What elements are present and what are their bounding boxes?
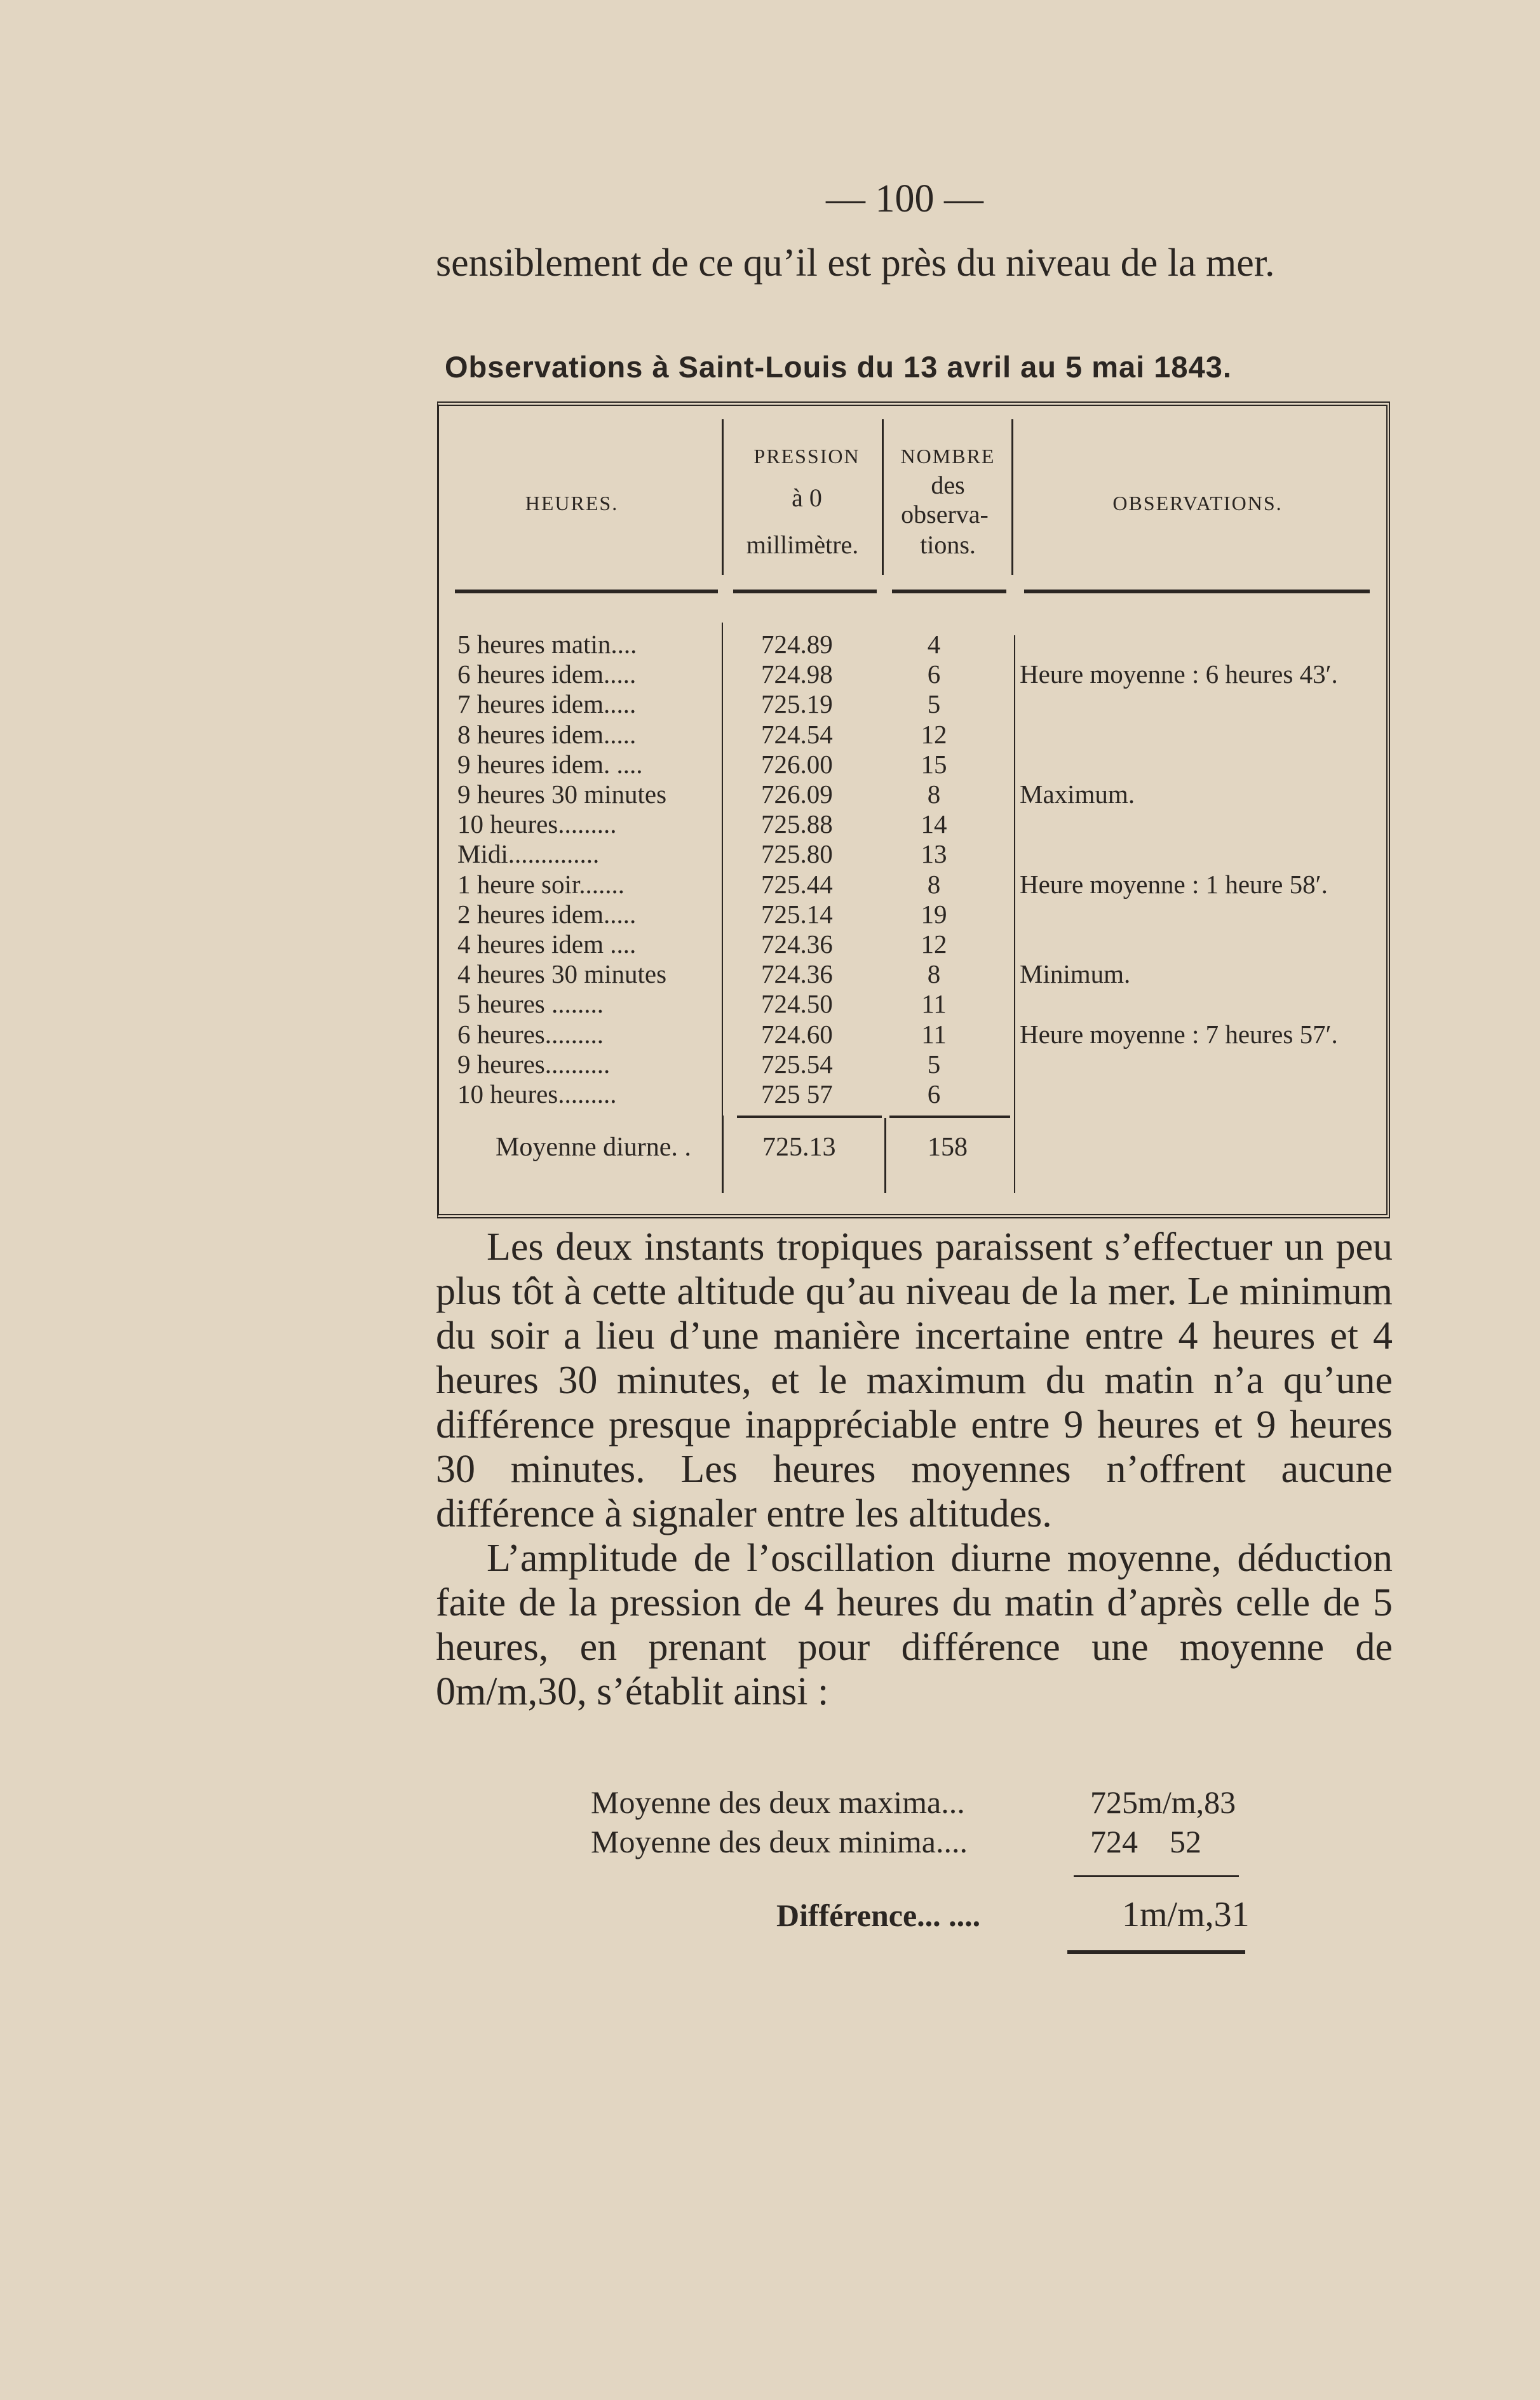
cell-pression: 724.98 [761,659,833,689]
cell-pression: 725.19 [761,689,833,719]
header-pression-1: PRESSION [753,445,860,468]
max-value: 725m/m,83 [1090,1784,1236,1820]
paragraph: L’amplitude de l’oscillation diurne moyenne, déduction faite de la pression de 4 heures du matin d’après celle de 5 heures, en prenant pour différence une moyenne de 0m/m,30, s’établit ainsi : [436,1537,1393,1713]
average-pression: 725.13 [762,1133,836,1162]
cell-heure: 6 heures......... [457,1019,604,1049]
header-nombre-2: des [931,471,965,499]
header-heures: HEURES. [525,492,619,515]
average-nombre: 158 [928,1133,968,1162]
calc-rule [1067,1950,1245,1954]
cell-nombre: 5 [927,689,941,719]
header-nombre-3: observa- [901,500,989,529]
cell-heure: 1 heure soir....... [457,869,625,899]
table-title: Observations à Saint-Louis du 13 avril au 5 mai 1843. [445,350,1232,384]
cell-pression: 724.54 [761,719,833,749]
cell-nombre: 15 [921,749,947,779]
sum-rule [737,1116,882,1118]
sum-rule [889,1116,1010,1118]
column-separator [1011,419,1013,575]
cell-heure: 10 heures......... [457,809,617,839]
cell-nombre: 12 [921,929,947,959]
column-separator [1014,635,1015,1193]
cell-nombre: 11 [921,1019,947,1049]
cell-heure: 4 heures 30 minutes [457,959,667,989]
header-rule [892,590,1006,593]
cell-pression: 724.89 [761,630,833,659]
header-nombre-1: NOMBRE [900,445,996,468]
cell-heure: 4 heures idem .... [457,929,637,959]
cell-nombre: 4 [927,630,941,659]
cell-pression: 724.50 [761,989,833,1019]
header-rule [455,590,718,593]
cell-heure: 5 heures ........ [457,989,604,1019]
cell-nombre: 11 [921,989,947,1019]
cell-pression: 725 57 [761,1079,833,1109]
cell-heure: 8 heures idem..... [457,719,637,749]
cell-heure: Midi.............. [457,839,600,869]
cell-pression: 726.00 [761,749,833,779]
cell-pression: 725.14 [761,899,833,929]
cell-heure: 5 heures matin.... [457,630,637,659]
column-separator [722,1116,724,1193]
cell-observation: Heure moyenne : 7 heures 57′. [1020,1019,1338,1049]
cell-heure: 7 heures idem..... [457,689,637,719]
cell-heure: 2 heures idem..... [457,899,637,929]
page-number: — 100 — [826,177,983,220]
min-label: Moyenne des deux minima.... [591,1824,968,1859]
header-rule [733,590,877,593]
cell-heure: 9 heures 30 minutes [457,779,667,809]
cell-nombre: 8 [927,869,941,899]
cell-pression: 725.54 [761,1049,833,1079]
cell-observation: Heure moyenne : 1 heure 58′. [1020,869,1328,899]
average-label: Moyenne diurne. . [496,1133,691,1162]
body-text [436,1225,1393,1714]
intro-text: sensiblement de ce qu’il est près du niveau de la mer. [436,241,1275,285]
cell-observation: Heure moyenne : 6 heures 43′. [1020,659,1338,689]
cell-heure: 10 heures......... [457,1079,617,1109]
cell-pression: 724.36 [761,929,833,959]
cell-pression: 724.60 [761,1019,833,1049]
header-nombre-4: tions. [920,530,976,559]
cell-pression: 725.44 [761,869,833,899]
cell-nombre: 19 [921,899,947,929]
paragraph: Les deux instants tropiques paraissent s’effectuer un peu plus tôt à cette altitude qu’au niveau de la mer. Le minimum du soir a lieu d’une manière incertaine entre 4 heures et 4 heures 30 minutes, et le maximum du matin n’a qu’une différence presque inappréciable entre 9 heures et 9 heures 30 minutes. Les heures moyennes n’offrent aucune différence à signaler entre les altitudes. [436,1225,1393,1535]
header-rule [1024,590,1370,593]
cell-observation: Maximum. [1020,779,1135,809]
cell-nombre: 13 [921,839,947,869]
cell-heure: 9 heures.......... [457,1049,611,1079]
cell-nombre: 8 [927,779,941,809]
cell-pression: 724.36 [761,959,833,989]
cell-nombre: 6 [927,1079,941,1109]
header-pression-2: à 0 [792,483,822,512]
cell-nombre: 12 [921,719,947,749]
column-separator [884,1118,886,1193]
cell-pression: 725.80 [761,839,833,869]
diff-label: Différence... .... [776,1898,981,1933]
header-observations: OBSERVATIONS. [1112,492,1283,515]
max-label: Moyenne des deux maxima... [591,1784,965,1820]
column-separator [722,623,723,1137]
diff-value: 1m/m,31 [1122,1895,1250,1934]
cell-heure: 6 heures idem..... [457,659,637,689]
header-pression-3: millimètre. [746,530,859,559]
cell-nombre: 8 [927,959,941,989]
cell-pression: 726.09 [761,779,833,809]
cell-nombre: 14 [921,809,947,839]
calc-rule [1074,1875,1239,1877]
cell-heure: 9 heures idem. .... [457,749,643,779]
cell-nombre: 5 [927,1049,941,1079]
cell-observation: Minimum. [1020,959,1131,989]
cell-pression: 725.88 [761,809,833,839]
min-value: 724 52 [1090,1824,1201,1859]
cell-nombre: 6 [927,659,941,689]
